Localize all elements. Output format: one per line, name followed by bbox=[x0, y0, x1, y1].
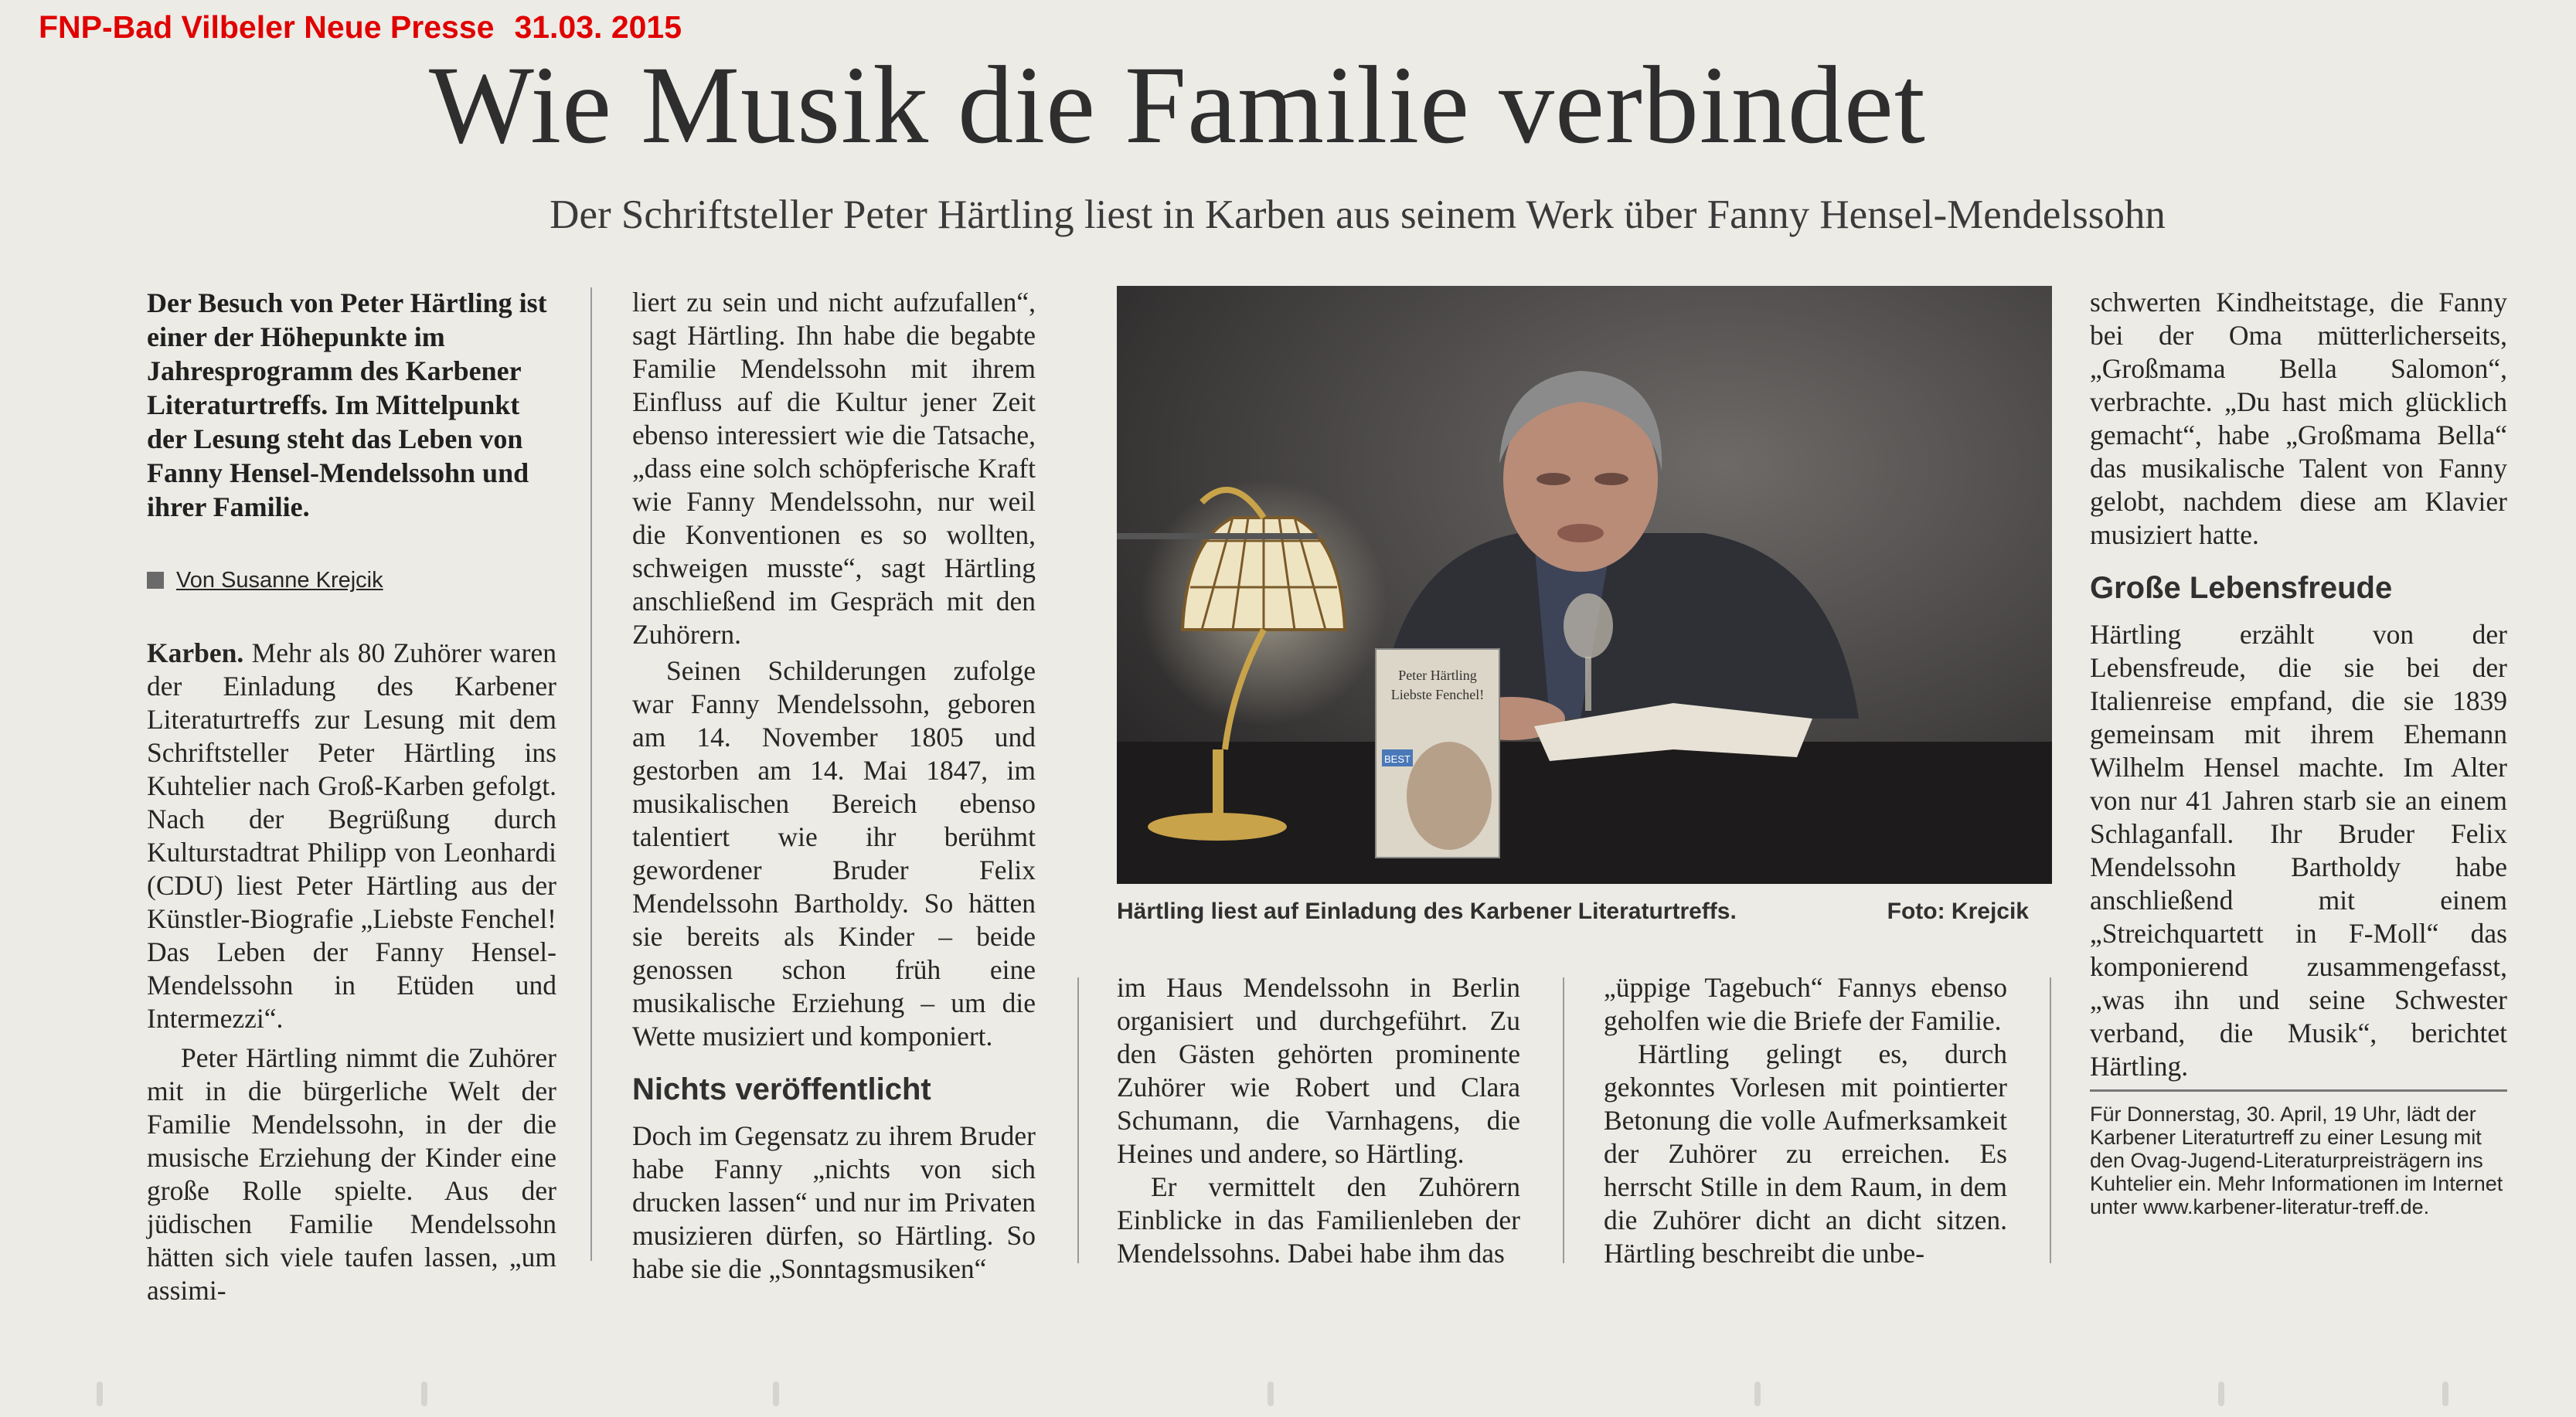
article-column-4 bbox=[1604, 971, 2007, 1270]
book-badge-text: BEST bbox=[1384, 753, 1411, 765]
scan-mark bbox=[2442, 1381, 2448, 1406]
photo-caption bbox=[1117, 896, 2052, 927]
paragraph: Peter Härtling nimmt die Zuhörer mit in die bürgerliche Welt der Familie Mendelssohn, in der die musische Erziehung der Kinder eine große Rolle spielte. Aus der jüdischen Familie Mendelssohn hätten sich viele taufen lassen, „um assimi- bbox=[147, 1042, 556, 1306]
paragraph-text: Mehr als 80 Zuhörer waren der Einladung des Karbener Literaturtreffs zur Lesung mit dem Schriftsteller Peter Härtling ins Kuhtelier nach Groß-Karben gefolgt. Nach der Begrüßung durch Kulturstadtrat Philipp von Leonhardi (CDU) liest Peter Härtling aus der Künstler-Biografie „Liebste Fenchel! Das Leben der Fanny Hensel-Mendelssohn in Etüden und Intermezzi“. bbox=[147, 637, 556, 1034]
book-author-text: Peter Härtling bbox=[1398, 668, 1477, 683]
paragraph bbox=[147, 637, 556, 1035]
paragraph: Doch im Gegensatz zu ihrem Bruder habe Fanny „nichts von sich drucken lassen“ und nur im Privaten musizieren dürfen, so Härtling. So habe sie die „Sonntagsmusiken“ bbox=[632, 1120, 1036, 1284]
scan-mark bbox=[773, 1381, 779, 1406]
scan-mark bbox=[1754, 1381, 1761, 1406]
column-rule bbox=[590, 287, 592, 1261]
clipping-source: FNP-Bad Vilbeler Neue Presse bbox=[39, 9, 495, 45]
dateline: Karben. bbox=[147, 637, 244, 668]
event-info-box bbox=[2090, 1089, 2507, 1218]
photo-caption-text: Härtling liest auf Einladung des Karbener Literaturtreffs. bbox=[1117, 899, 1737, 924]
paragraph: Er vermittelt den Zuhörern Einblicke in das Familienleben der Mendelssohns. Dabei habe ihm das bbox=[1117, 1171, 1520, 1269]
paragraph: liert zu sein und nicht aufzufallen“, sagt Härtling. Ihn habe die begabte Familie Mendelssohn mit ihrem Einfluss auf die Kultur jener Zeit ebenso interessiert wie die Tatsache, „dass eine solch schöpferische Kraft wie Fanny Mendelssohn, nur weil die Konventionen es so wollten, schweigen musste“, sagt Härtling anschließend im Gespräch mit den Zuhörern. bbox=[632, 287, 1036, 650]
paragraph: „üppige Tagebuch“ Fannys ebenso geholfen wie die Briefe der Familie. bbox=[1604, 972, 2007, 1036]
byline bbox=[147, 567, 556, 593]
article-column-3 bbox=[1117, 971, 1520, 1270]
paragraph: Seinen Schilderungen zufolge war Fanny Mendelssohn, geboren am 14. November 1805 und gestorben am 14. Mai 1847, im musikalischen Bereich ebenso talentiert wie ihr berühmt gewordener Bruder Felix Mendelssohn Bartholdy. So hätten sie bereits als Kinder – beide genossen schon früh eine musikalische Erziehung – um die Wette musiziert und komponiert. bbox=[632, 655, 1036, 1052]
photo-reading-scene bbox=[1117, 286, 2052, 884]
photo-credit: Foto: Krejcik bbox=[1887, 899, 2029, 924]
section-heading: Nichts veröffentlicht bbox=[632, 1072, 931, 1106]
column-rule bbox=[1563, 977, 1564, 1263]
section-heading: Große Lebensfreude bbox=[2090, 571, 2393, 605]
event-info-text: Für Donnerstag, 30. April, 19 Uhr, lädt der Karbener Literaturtreff zu einer Lesung mit den Ovag-Jugend-Literaturpreisträgern ins Kuhtelier ein. Mehr Informationen im Internet unter www.karbener-literatur-treff.de. bbox=[2090, 1103, 2503, 1218]
byline-square-icon bbox=[147, 572, 164, 589]
paragraph: schwerten Kindheitstage, die Fanny bei der Oma mütterlicherseits, „Großmama Bella Salomon“, verbrachte. „Du hast mich glücklich gemacht“, habe „Großmama Bella“ das musikalische Talent von Fanny gelobt, nachdem diese am Klavier musiziert hatte. bbox=[2090, 287, 2507, 550]
paragraph: Härtling erzählt von der Lebensfreude, die sie bei der Italienreise empfand, die sie 1839 gemeinsam mit ihrem Ehemann Wilhelm Hensel machte. Im Alter von nur 41 Jahren starb sie an einem Schlaganfall. Ihr Bruder Felix Mendelssohn Bartholdy habe anschließend mit einem „Streichquartett in F-Moll“ das komponierend zusammengefasst, „was ihn und seine Schwester verband, die Musik“, berichtet Härtling. bbox=[2090, 619, 2507, 1082]
article-column-5 bbox=[2090, 286, 2507, 1083]
scan-mark bbox=[2218, 1381, 2224, 1406]
paragraph: im Haus Mendelssohn in Berlin organisiert und durchgeführt. Zu den Gästen gehörten prominente Zuhörer wie Robert und Clara Schumann, die Varnhagens, die Heines und andere, so Härtling. bbox=[1117, 972, 1520, 1169]
column-rule bbox=[1077, 977, 1079, 1263]
clipping-date: 31.03. 2015 bbox=[514, 9, 682, 45]
lead-paragraph: Der Besuch von Peter Härtling ist einer der Höhepunkte im Jahresprogramm des Karbener Literaturtreffs. Im Mittelpunkt der Lesung steht das Leben von Fanny Hensel-Mendelssohn und ihrer Familie. bbox=[147, 287, 547, 522]
scan-mark bbox=[1268, 1381, 1274, 1406]
scan-mark bbox=[421, 1381, 427, 1406]
article-photo bbox=[1117, 286, 2052, 884]
article-column-2 bbox=[632, 286, 1036, 1286]
paragraph: Härtling gelingt es, durch gekonntes Vorlesen mit pointierter Betonung die volle Aufmerksamkeit der Zuhörer zu erreichen. Es herrscht Stille in dem Raum, in dem die Zuhörer dicht an dicht sitzen. Härtling beschreibt die unbe- bbox=[1604, 1038, 2007, 1269]
headline: Wie Musik die Familie verbindet bbox=[429, 44, 1926, 167]
byline-author: Von Susanne Krejcik bbox=[176, 568, 383, 593]
article-column-1 bbox=[147, 286, 556, 1307]
clipping-source-label bbox=[39, 5, 682, 49]
subheadline: Der Schriftsteller Peter Härtling liest in Karben aus seinem Werk über Fanny Hensel-Mendelssohn bbox=[550, 192, 2166, 237]
scan-mark bbox=[97, 1381, 103, 1406]
book-title-text: Liebste Fenchel! bbox=[1390, 687, 1485, 702]
column-rule bbox=[2050, 977, 2051, 1263]
